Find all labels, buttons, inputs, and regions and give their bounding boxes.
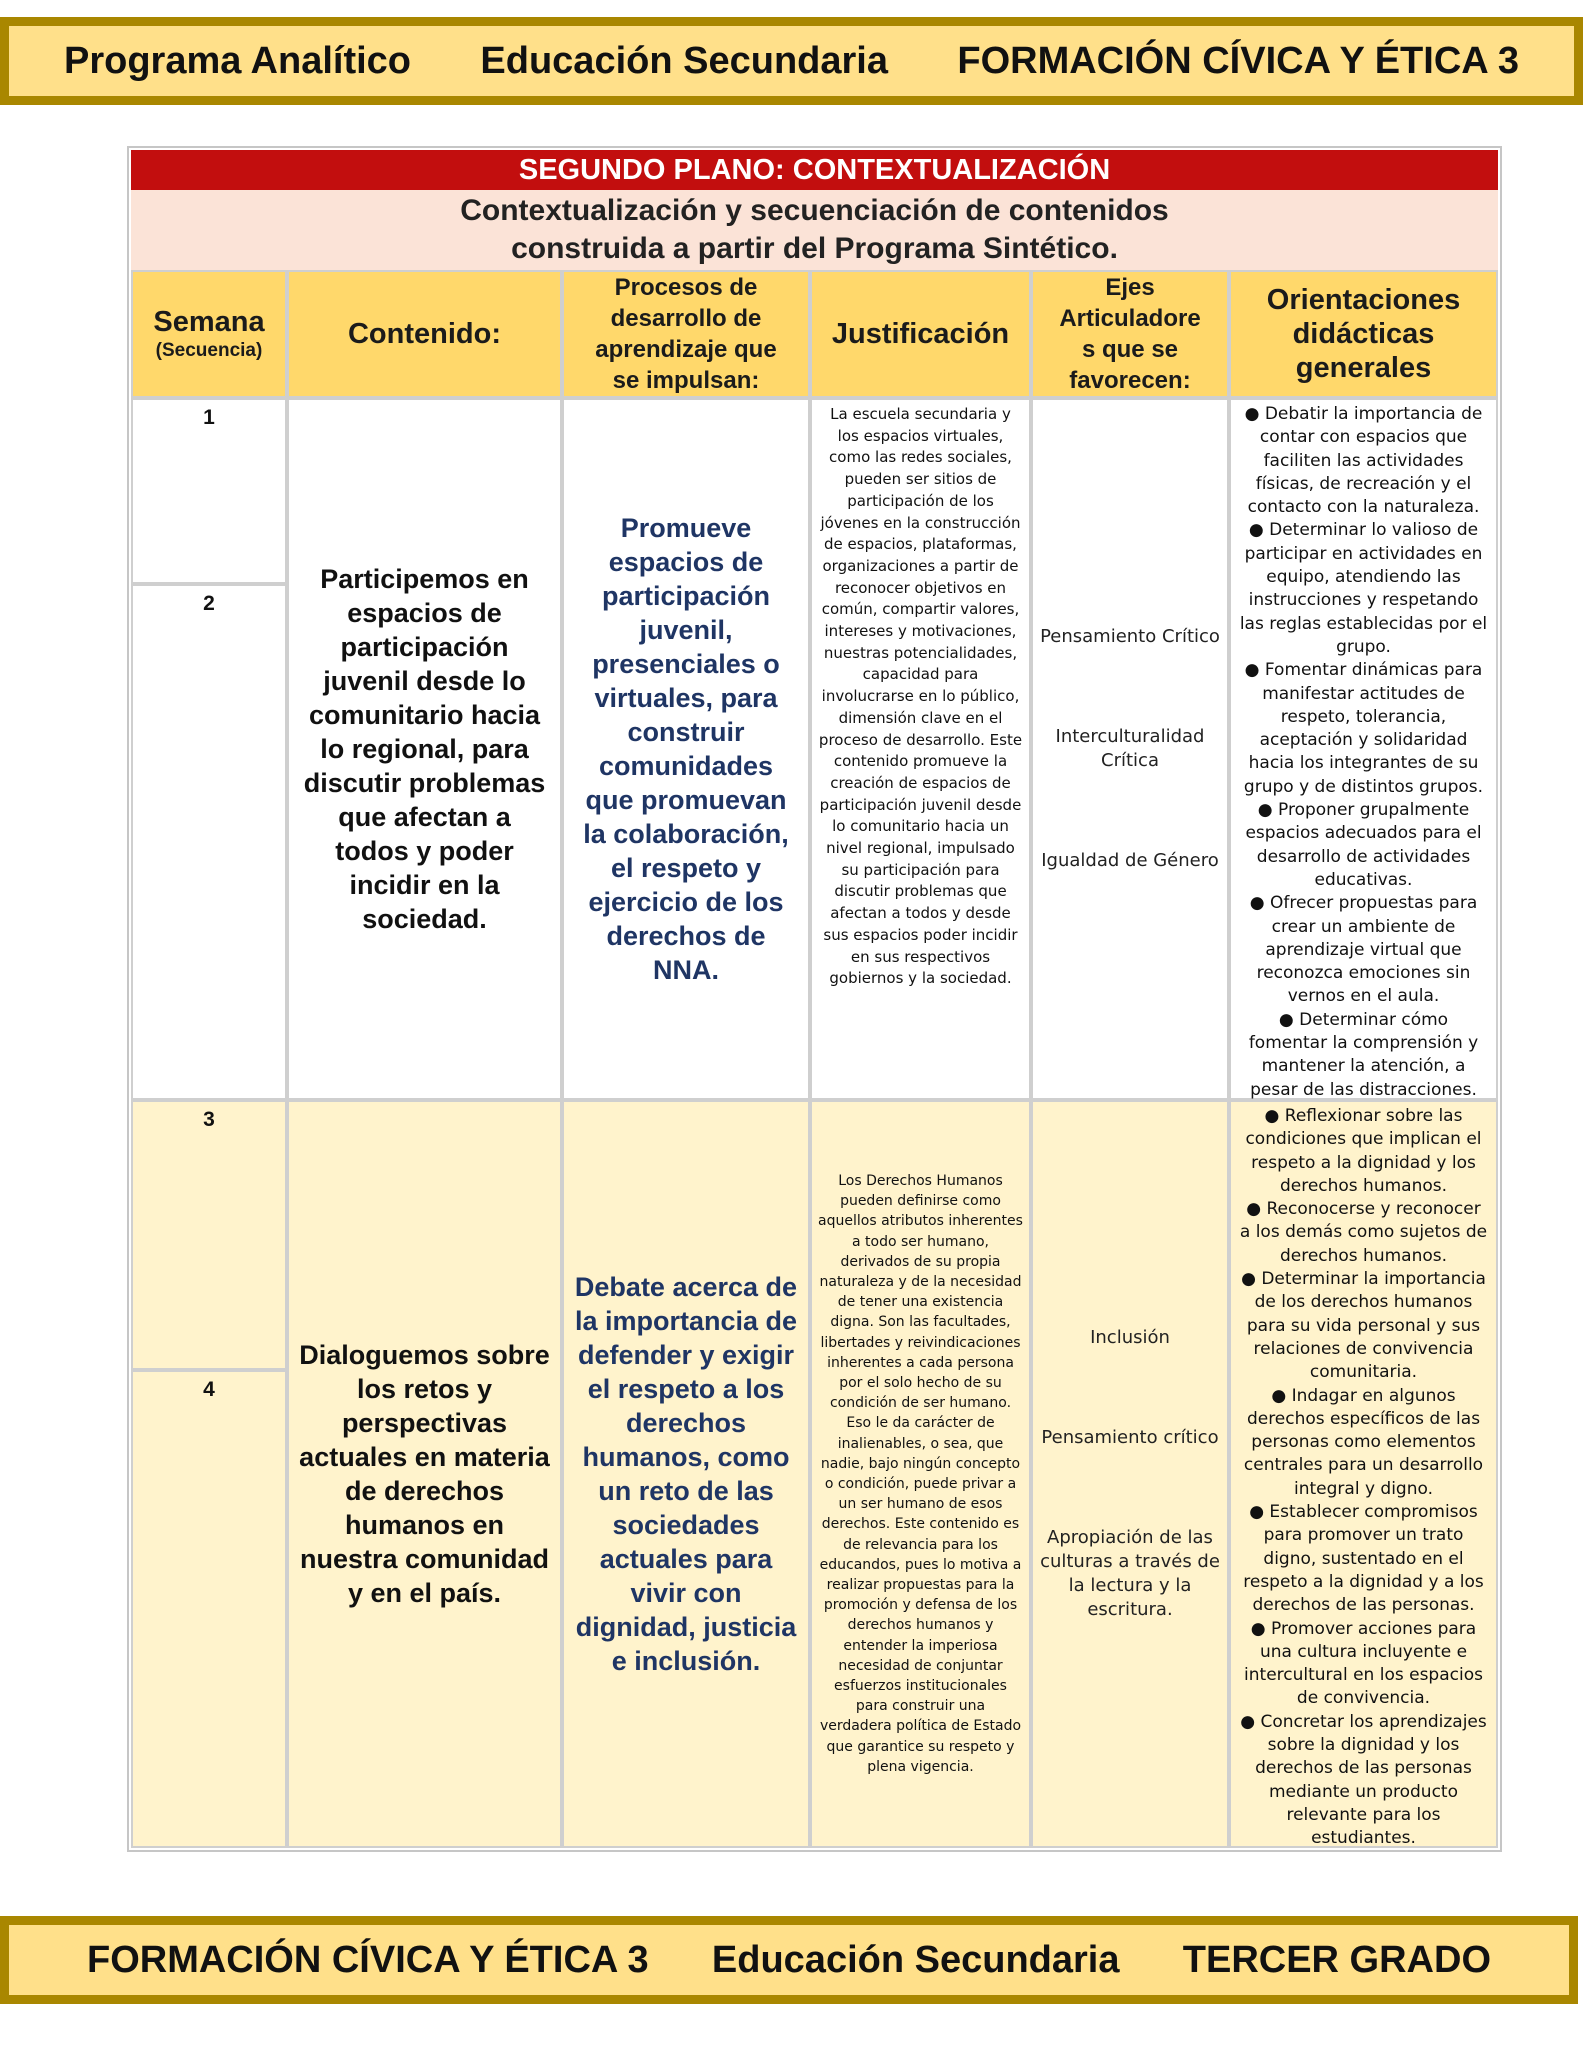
- orientacion-item: ● Fomentar dinámicas para manifestar actitudes de respeto, tolerancia, aceptación y solidaridad hacia los integrantes de su grupo y de distintos grupos.: [1243, 660, 1484, 797]
- table-subtitle: [131, 190, 1498, 270]
- eje-item: Pensamiento crítico: [1041, 1427, 1219, 1448]
- col-procesos-l2: desarrollo de: [610, 305, 762, 332]
- col-orient-l3: generales: [1295, 352, 1432, 384]
- week-cell-3: [131, 1100, 287, 1370]
- orientacion-item: ● Determinar cómo fomentar la comprensión y mantener la atención, a pesar de las distracciones.: [1248, 1009, 1479, 1100]
- orientacion-item: ● Determinar lo valioso de participar en actividades en equipo, atendiendo las instrucciones y respetando las reglas establecidas por el grupo.: [1239, 520, 1488, 657]
- procesos-text-2: Debate acerca de la importancia de defender y exigir el respeto a los derechos humanos, como un reto de las sociedades actuales para vivir con dignidad, justicia e inclusión.: [574, 1272, 798, 1676]
- orientacion-item: ● Establecer compromisos para promover un trato digno, sustentado en el respeto a la dignidad y a los derechos de las personas.: [1243, 1502, 1484, 1616]
- eje-item: Interculturalidad Crítica: [1055, 726, 1205, 771]
- footer-center: Educación Secundaria: [711, 1938, 1120, 1981]
- col-ejes-l4: favorecen:: [1069, 367, 1191, 394]
- col-procesos-l4: se impulsan:: [612, 367, 760, 394]
- header-center: Educación Secundaria: [480, 39, 888, 82]
- orientacion-item: ● Ofrecer propuestas para crear un ambiente de aprendizaje virtual que reconozca emociones sin vernos en el aula.: [1249, 893, 1478, 1007]
- orientacion-item: ● Promover acciones para una cultura incluyente e intercultural en los espacios de convivencia.: [1244, 1618, 1483, 1709]
- col-ejes-l3: s que se: [1081, 336, 1179, 363]
- orientacion-item: ● Concretar los aprendizajes sobre la dignidad y los derechos de las personas mediante un producto relevante para los estudiantes.: [1240, 1711, 1487, 1849]
- header-right: FORMACIÓN CÍVICA Y ÉTICA 3: [957, 39, 1519, 82]
- header-banner: [0, 17, 1583, 105]
- orientaciones-cell-2: [1229, 1100, 1498, 1848]
- contenido-cell-1: [287, 398, 562, 1100]
- procesos-cell-1: [562, 398, 810, 1100]
- col-semana-sub: (Secuencia): [155, 340, 263, 361]
- contenido-text-1: Participemos en espacios de participación juvenil desde lo comunitario hacia lo regional, para discutir problemas que afectan a todos y poder incidir en la sociedad.: [303, 564, 546, 934]
- justificacion-text-2: Los Derechos Humanos pueden definirse como aquellos atributos inherentes a todo ser humano, derivados de su propia naturaleza y de la necesidad de tener una existencia digna. Son las facultades, libertades y reivindicaciones inherentes a cada persona por el solo hecho de su condición de ser humano. Eso le da carácter de inalienables, o sea, que nadie, bajo ningún concepto o condición, puede privar a un ser humano de esos derechos. Este contenido es de relevancia para los educandos, pues lo motiva a realizar propuestas para la promoción y defensa de los derechos humanos y entender la imperiosa necesidad de conjuntar esfuerzos institucionales para construir una verdadera política de Estado que garantice su respeto y plena vigencia.: [818, 1172, 1023, 1775]
- footer-left: FORMACIÓN CÍVICA Y ÉTICA 3: [87, 1938, 649, 1981]
- justificacion-text-1: La escuela secundaria y los espacios virtuales, como las redes sociales, pueden ser sitios de participación de los jóvenes en la construcción de espacios, plataformas, organizaciones a partir de reconocer objetivos en común, compartir valores, intereses y motivaciones, nuestras potencialidades, capacidad para involucrarse en lo público, dimensión clave en el proceso de desarrollo. Este contenido promueve la creación de espacios de participación juvenil desde lo comunitario hacia un nivel regional, impulsado su participación para discutir problemas que afectan a todos y desde sus espacios poder incidir en sus respectivos gobiernos y la sociedad.: [818, 405, 1023, 988]
- col-header-procesos: [562, 270, 810, 398]
- table-title-text: SEGUNDO PLANO: CONTEXTUALIZACIÓN: [518, 153, 1111, 186]
- col-procesos-l3: aprendizaje que: [595, 336, 777, 363]
- eje-item: Apropiación de las culturas a través de la lectura y la escritura.: [1040, 1527, 1220, 1620]
- col-ejes-l2: Articuladore: [1059, 305, 1201, 332]
- content-table: [127, 146, 1502, 1852]
- eje-item: Igualdad de Género: [1041, 850, 1219, 871]
- week-number-2: 2: [203, 592, 215, 615]
- eje-item: Inclusión: [1090, 1327, 1170, 1348]
- table-title: [131, 150, 1498, 190]
- contenido-cell-2: [287, 1100, 562, 1848]
- orientacion-item: ● Reflexionar sobre las condiciones que implican el respeto a la dignidad y los derechos humanos.: [1245, 1106, 1482, 1196]
- footer-banner: [0, 1916, 1578, 2004]
- ejes-cell-2: [1031, 1100, 1229, 1848]
- week-number-4: 4: [203, 1378, 215, 1401]
- justificacion-cell-1: [810, 398, 1031, 1100]
- subtitle-line2: construida a partir del Programa Sintético.: [511, 232, 1118, 265]
- procesos-text-1: Promueve espacios de participación juvenil, presenciales o virtuales, para construir comunidades que promuevan la colaboración, el respeto y ejercicio de los derechos de NNA.: [583, 513, 789, 985]
- col-contenido-label: Contenido:: [347, 318, 501, 350]
- orientacion-item: ● Determinar la importancia de los derechos humanos para su vida personal y sus relaciones de convivencia comunitaria.: [1241, 1269, 1486, 1383]
- col-semana-label: Semana: [153, 306, 265, 338]
- col-orient-l2: didácticas: [1292, 318, 1435, 350]
- ejes-cell-1: [1031, 398, 1229, 1100]
- col-procesos-l1: Procesos de: [614, 274, 758, 301]
- header-left: Programa Analítico: [64, 39, 412, 82]
- eje-item: Pensamiento Crítico: [1040, 626, 1220, 647]
- week-cell-2: [131, 584, 287, 1100]
- col-header-orientaciones: [1229, 270, 1498, 398]
- week-number-1: 1: [203, 406, 215, 429]
- col-orient-l1: Orientaciones: [1266, 284, 1461, 316]
- col-header-justificacion: [810, 270, 1031, 398]
- subtitle-line1: Contextualización y secuenciación de contenidos: [460, 194, 1169, 227]
- col-header-contenido: [287, 270, 562, 398]
- week-number-3: 3: [203, 1108, 215, 1131]
- orientacion-item: ● Proponer grupalmente espacios adecuados para el desarrollo de actividades educativas.: [1245, 800, 1482, 890]
- contenido-text-2: Dialoguemos sobre los retos y perspectivas actuales en materia de derechos humanos en nuestra comunidad y en el país.: [299, 1340, 550, 1608]
- orientacion-item: ● Indagar en algunos derechos específicos de las personas como elementos centrales para un desarrollo integral y digno.: [1243, 1385, 1484, 1499]
- col-justificacion-label: Justificación: [831, 318, 1010, 350]
- col-ejes-l1: Ejes: [1105, 274, 1155, 301]
- orientacion-item: ● Reconocerse y reconocer a los demás como sujetos de derechos humanos.: [1239, 1199, 1488, 1266]
- orientaciones-cell-1: [1229, 398, 1498, 1100]
- col-header-semana: [131, 270, 287, 398]
- week-cell-4: [131, 1370, 287, 1848]
- col-header-ejes: [1031, 270, 1229, 398]
- justificacion-cell-2: [810, 1100, 1031, 1848]
- procesos-cell-2: [562, 1100, 810, 1848]
- orientacion-item: ● Debatir la importancia de contar con espacios que faciliten las actividades físicas, de recreación y el contacto con la naturaleza.: [1244, 404, 1483, 518]
- week-cell-1: [131, 398, 287, 584]
- footer-right: TERCER GRADO: [1182, 1938, 1491, 1981]
